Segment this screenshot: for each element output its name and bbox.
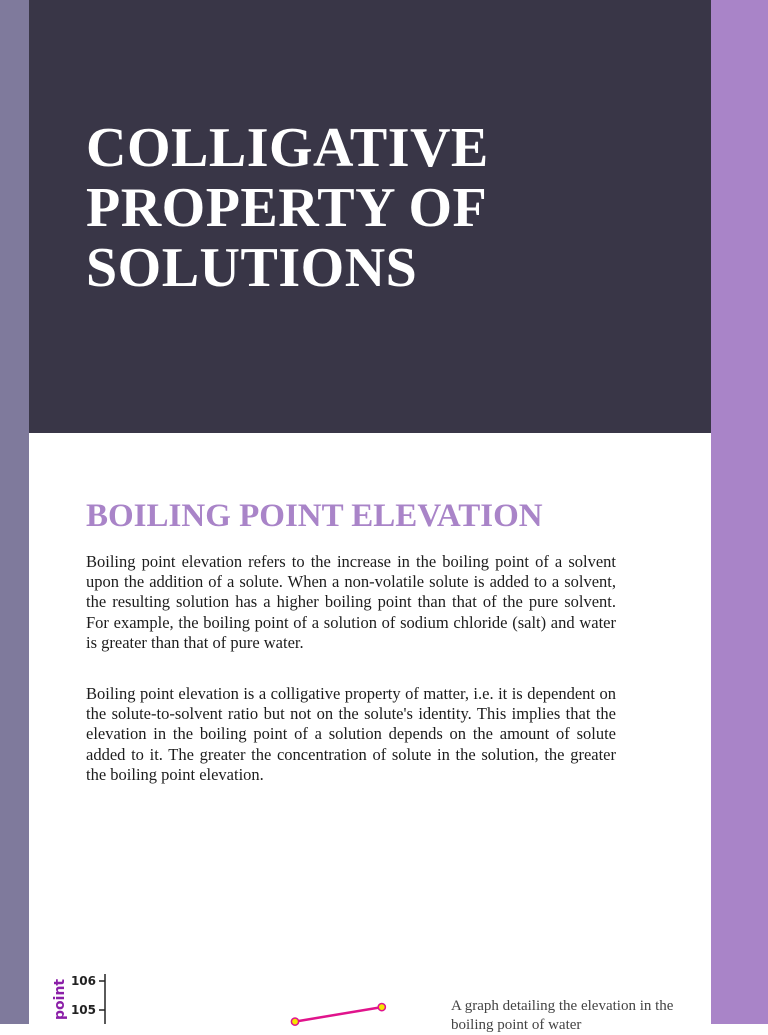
paragraph-2: Boiling point elevation is a colligative property of matter, i.e. it is dependent on the solute-to-solvent ratio but not on the solute's identity. This implies that the elevation in the boiling point of a solution depends on the amount of solute added to it. The greater the concentration of solute in the solution, the greater the boiling point elevation. [86, 684, 616, 784]
paragraph-1: Boiling point elevation refers to the increase in the boiling point of a solvent upon the addition of a solute. When a non-volatile solute is added to a solvent, the resulting solution has a higher boiling point than that of the pure solvent. For example, the boiling point of a solution of sodium chloride (salt) and water is greater than that of pure water. [86, 552, 616, 652]
title-line-3: SOLUTIONS [86, 237, 418, 299]
y-tick-label-1: 105 [70, 1003, 96, 1017]
boiling-point-chart [40, 960, 420, 1024]
title-line-2: PROPERTY OF [86, 177, 488, 239]
data-point-0-1 [378, 1004, 385, 1011]
right-accent-bar [711, 0, 768, 1024]
figure-caption: A graph detailing the elevation in the boiling point of water [451, 998, 674, 1033]
y-axis-label: point [52, 978, 68, 1020]
y-tick-label-0: 106 [70, 974, 96, 988]
data-point-0-0 [291, 1018, 298, 1025]
page-title [86, 118, 686, 298]
chart-svg [40, 960, 420, 1024]
section-heading: BOILING POINT ELEVATION [86, 498, 543, 534]
title-line-1: COLLIGATIVE [86, 117, 489, 179]
series-line-0 [295, 1007, 382, 1022]
left-accent-bar [0, 0, 29, 1024]
